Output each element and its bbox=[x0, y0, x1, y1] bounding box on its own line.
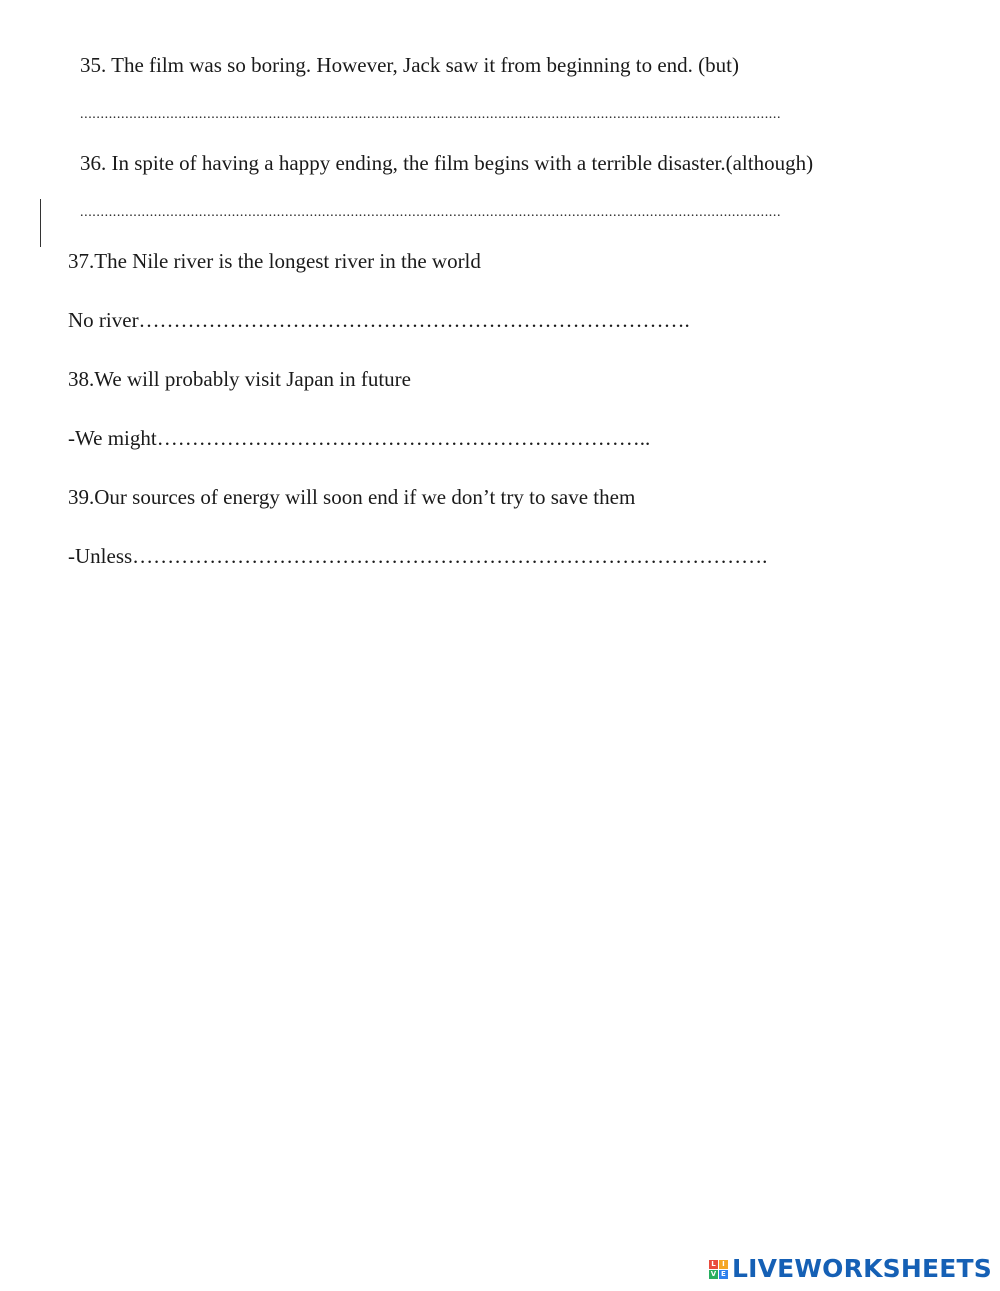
q36-answer-line[interactable]: ........................................................................................................................................................................... bbox=[80, 206, 782, 220]
q36-prompt: 36. In spite of having a happy ending, the film begins with a terrible disaster.(although) bbox=[80, 151, 814, 175]
q39-answer-line[interactable]: -Unless………………………………………………………………………………. bbox=[68, 544, 768, 568]
liveworksheets-brand bbox=[709, 1255, 992, 1283]
logo-tile: L bbox=[709, 1260, 718, 1269]
logo-tile: V bbox=[710, 1269, 717, 1278]
q37-answer-line[interactable]: No river……………………………………………………………………. bbox=[68, 308, 690, 332]
liveworksheets-logo-icon bbox=[709, 1260, 728, 1279]
brand-wordmark: LIVEWORKSHEETS bbox=[731, 1254, 992, 1283]
logo-tile: I bbox=[719, 1260, 728, 1269]
q38-answer-line[interactable]: -We might…………………………………………………………….. bbox=[68, 426, 651, 450]
margin-cursor-mark bbox=[40, 199, 41, 247]
q35-prompt: 35. The film was so boring. However, Jack saw it from beginning to end. (but) bbox=[80, 53, 739, 77]
q39-prompt: 39.Our sources of energy will soon end if we don’t try to save them bbox=[68, 485, 636, 509]
logo-tile: E bbox=[719, 1270, 728, 1279]
q37-prompt: 37.The Nile river is the longest river in the world bbox=[68, 249, 481, 273]
q35-answer-line[interactable]: ........................................................................................................................................................................... bbox=[80, 108, 782, 122]
q38-prompt: 38.We will probably visit Japan in future bbox=[68, 367, 411, 391]
